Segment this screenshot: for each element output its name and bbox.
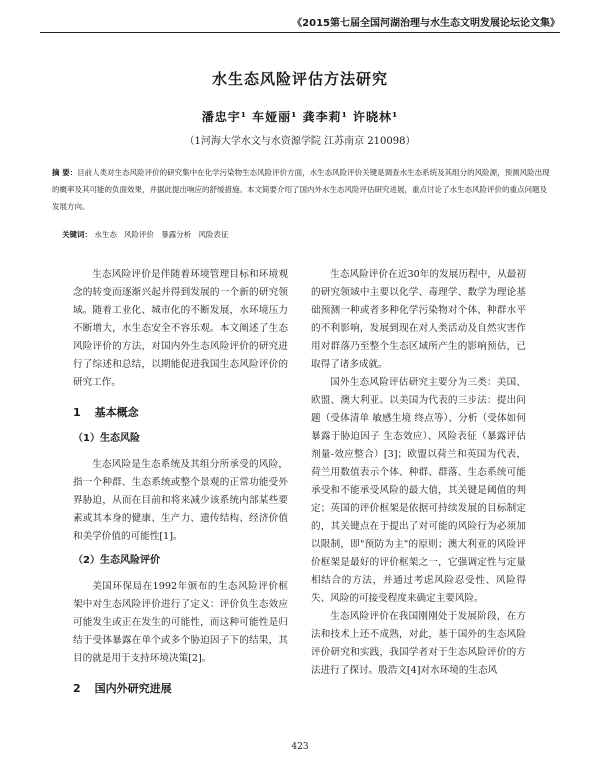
section-title: 国内外研究进展 (94, 682, 172, 695)
intro-paragraph: 生态风险评价是伴随着环境管理目标和环境观念的转变而逐渐兴起并得到发展的一个新的研究领域。随着工业化、城市化的不断发展，水环境压力不断增大，水生态安全不容乐观。本文阐述了生态风险评价的方法，对国内外生态风险评价的研究进行了综述和总结，以期能促进我国生态风险评价的研究工作。 (73, 269, 288, 388)
subsection-heading-assessment: （2）生态风险评价 (73, 555, 160, 566)
abstract-label: 摘 要： (52, 168, 78, 177)
paragraph-international: 国外生态风险评估研究主要分为三类：美国、欧盟、澳大利亚。以美国为代表的三步法：提出问题（受体清单 敏感生境 终点等）、分析（受体如何暴露于胁迫因子 生态效应）、风险表征（暴露评估 剂量-效应整合）[3]；欧盟以荷兰和英国为代表，荷兰用数值表示个体、种群、群落、生态系统可能承受和不能承受风险的最大值，其关键是阈值的判定；英国的评价框架是依据可持续发展的目标制定的，其关键点在于提出了对可能的风险行为必须加以限制，即"预防为主"的原则；澳大利亚的风险评价框架是最好的评价框架之一，它强调定性与定量相结合的方法，并通过考虑风险忍受性、风险得失、风险的可接受程度来确定主要风险。 (311, 377, 526, 604)
keywords-label: 关键词： (62, 230, 92, 239)
keywords (62, 228, 552, 242)
paragraph-history: 生态风险评价在近30年的发展历程中，从最初的研究领域中主要以化学、毒理学、数学为理论基础预测一种或者多种化学污染物对个体、种群水平的不利影响，发展到现在对人类活动及自然灾害作用对群落乃至整个生态区域所产生的影响预估，已取得了诸多成就。 (311, 269, 526, 370)
author-list: 潘忠宇¹ 车娅丽¹ 龚李莉¹ 许晓林¹ (201, 110, 399, 124)
keyword-item: 暴露分析 (161, 230, 192, 239)
abstract (52, 164, 552, 215)
abstract-text: 目前人类对生态风险评价的研究集中在化学污染物生态风险评价方面，水生态风险评价关键是调查水生态系统及其组分的风险源，预测风险出现的概率及其可能的负面效果，并据此提出响应的舒缓措施。本文简要介绍了国内外水生态风险评估研究进展，重点讨论了水生态风险评价的重点问题及发展方向。 (52, 168, 550, 211)
right-column (311, 266, 526, 680)
keyword-item: 水生态 (94, 230, 117, 239)
paper-title: 水生态风险评估方法研究 (211, 70, 388, 88)
paragraph-eco-risk: 生态风险是生态系统及其组分所承受的风险，指一个种群、生态系统或整个景观的正常功能受外界胁迫，从而在目前和将来减少该系统内部某些要素或其本身的健康、生产力、遗传结构、经济价值和美学价值的可能性[1]。 (73, 459, 288, 542)
paragraph-eco-assessment: 美国环保局在1992年颁布的生态风险评价框架中对生态风险评价进行了定义：评价负生态效应可能发生或正在发生的可能性，而这种可能性是归结于受体暴露在单个或多个胁迫因子下的结果，其目的就是用于支持环境决策[2]。 (73, 581, 288, 664)
keyword-item: 风险评价 (124, 230, 155, 239)
section-title: 基本概念 (94, 406, 139, 419)
affiliation: （1河海大学水文与水资源学院 江苏南京 210098） (184, 136, 416, 147)
running-head: 《2015第七届全国河湖治理与水生态文明发展论坛论文集》 (40, 14, 560, 33)
section-number: 1 (73, 406, 81, 419)
page-number: 423 (291, 742, 309, 752)
section-number: 2 (73, 682, 81, 695)
keyword-item: 风险表征 (198, 230, 229, 239)
section-heading-2 (73, 680, 288, 698)
left-column (73, 266, 288, 706)
paragraph-china: 生态风险评价在我国刚刚处于发展阶段，在方法和技术上还不成熟，对此，基于国外的生态风险评价研究和实践，我国学者对于生态风险评价的方法进行了探讨。殷浩文[4]对水环境的生态风 (311, 611, 526, 676)
section-heading-1 (73, 404, 288, 422)
subsection-heading-risk: （1）生态风险 (73, 433, 140, 444)
